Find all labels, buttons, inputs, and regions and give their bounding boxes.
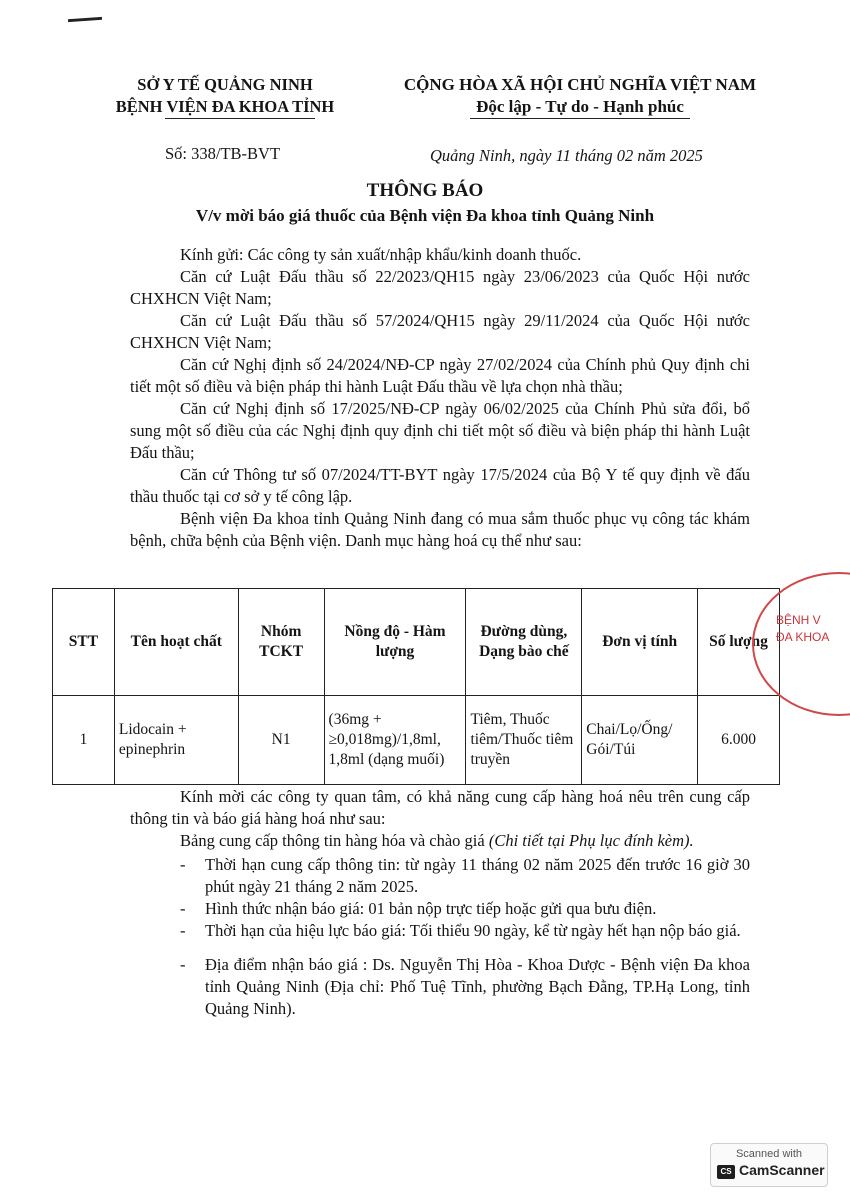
stamp-text [776, 612, 829, 646]
stamp-line: BỆNH V [776, 613, 821, 627]
table-cell: 1 [53, 696, 115, 785]
bullet-dash: - [180, 955, 186, 974]
list-item-text: Thời hạn của hiệu lực báo giá: Tối thiểu 90 ngày, kể từ ngày hết hạn nộp báo giá. [205, 921, 741, 940]
invitation-section [130, 786, 750, 1020]
national-header [380, 74, 780, 118]
legal-basis-5: Căn cứ Thông tư số 07/2024/TT-BYT ngày 17/5/2024 của Bộ Y tế quy định về đấu thầu thuốc tại cơ sở y tế công lập. [130, 465, 750, 506]
column-header: Đơn vị tính [582, 589, 698, 696]
bullet-dash: - [180, 899, 186, 918]
table-cell: Lidocain + epinephrin [114, 696, 238, 785]
pen-mark [68, 17, 102, 22]
stamp-line: ĐA KHOA [776, 630, 830, 644]
list-item [130, 898, 750, 920]
bullet-dash: - [180, 921, 186, 940]
table-cell: Chai/Lọ/Ống/ Gói/Túi [582, 696, 698, 785]
list-item-text: Hình thức nhận báo giá: 01 bản nộp trực tiếp hoặc gửi qua bưu điện. [205, 899, 657, 918]
table-cell: 6.000 [698, 696, 780, 785]
goods-table [52, 588, 780, 785]
column-header: Nồng độ - Hàm lượng [324, 589, 466, 696]
column-header: Nhóm TCKT [238, 589, 324, 696]
hospital-name: BỆNH VIỆN ĐA KHOA TỈNH [115, 97, 335, 116]
column-header: Tên hoạt chất [114, 589, 238, 696]
column-header: STT [53, 589, 115, 696]
legal-basis-2: Căn cứ Luật Đấu thầu số 57/2024/QH15 ngày 29/11/2024 của Quốc Hội nước CHXHCN Việt Nam; [130, 311, 750, 352]
quotation-paragraph [130, 830, 750, 852]
salutation: Kính gửi: Các công ty sản xuất/nhập khẩu/kinh doanh thuốc. [180, 245, 582, 264]
watermark-brand: CamScanner [739, 1162, 825, 1178]
national-motto: Độc lập - Tự do - Hạnh phúc [476, 97, 684, 116]
list-item [130, 954, 750, 1020]
table-header-row [53, 589, 780, 696]
list-item [130, 854, 750, 898]
document-number: Số: 338/TB-BVT [165, 144, 281, 163]
list-item-text: Địa điểm nhận báo giá : Ds. Nguyễn Thị Hòa - Khoa Dược - Bệnh viện Đa khoa tỉnh Quảng Ninh (Địa chỉ: Phố Tuệ Tĩnh, phường Bạch Đằng, TP.Hạ Long, tỉnh Quảng Ninh). [205, 955, 750, 1018]
table-cell: N1 [238, 696, 324, 785]
document-date: Quảng Ninh, ngày 11 tháng 02 năm 2025 [430, 146, 703, 165]
document-body [130, 244, 750, 552]
invitation-paragraph: Kính mời các công ty quan tâm, có khả năng cung cấp hàng hoá nêu trên cung cấp thông tin và báo giá hàng hoá như sau: [130, 787, 750, 828]
camscanner-watermark [710, 1143, 828, 1187]
intro-paragraph: Bệnh viện Đa khoa tỉnh Quảng Ninh đang có mua sắm thuốc phục vụ công tác khám bệnh, chữa bệnh của Bệnh viện. Danh mục hàng hoá cụ thể như sau: [130, 509, 750, 550]
legal-basis-4: Căn cứ Nghị định số 17/2025/NĐ-CP ngày 06/02/2025 của Chính Phủ sửa đổi, bổ sung một số điều của các Nghị định quy định chi tiết một số điều và biện pháp thi hành Luật Đấu thầu; [130, 399, 750, 462]
list-item [130, 920, 750, 942]
quotation-text: Bảng cung cấp thông tin hàng hóa và chào giá [180, 831, 489, 850]
table-cell: Tiêm, Thuốc tiêm/Thuốc tiêm truyền [466, 696, 582, 785]
legal-basis-3: Căn cứ Nghị định số 24/2024/NĐ-CP ngày 27/02/2024 của Chính phủ Quy định chi tiết một số điều và biện pháp thi hành Luật Đấu thầu về lựa chọn nhà thầu; [130, 355, 750, 396]
issuing-organization [100, 74, 350, 118]
watermark-caption: Scanned with [735, 1148, 803, 1160]
legal-basis-1: Căn cứ Luật Đấu thầu số 22/2023/QH15 ngày 23/06/2023 của Quốc Hội nước CHXHCN Việt Nam; [130, 267, 750, 308]
department-name: SỞ Y TẾ QUẢNG NINH [137, 75, 313, 94]
header-left-underline [165, 118, 315, 119]
appendix-reference: (Chi tiết tại Phụ lục đính kèm). [488, 831, 694, 850]
camscanner-logo-icon: CS [717, 1165, 735, 1179]
header-right-underline [470, 118, 690, 119]
document-title: THÔNG BÁO [366, 180, 484, 201]
column-header: Số lượng [698, 589, 780, 696]
table-row [53, 696, 780, 785]
list-item-text: Thời hạn cung cấp thông tin: từ ngày 11 tháng 02 năm 2025 đến trước 16 giờ 30 phút ngày 21 tháng 2 năm 2025. [205, 855, 750, 896]
terms-list [130, 854, 750, 1020]
column-header: Đường dùng, Dạng bào chế [466, 589, 582, 696]
country-name: CỘNG HÒA XÃ HỘI CHỦ NGHĨA VIỆT NAM [403, 75, 757, 94]
table-cell: (36mg + ≥0,018mg)/1,8ml, 1,8ml (dạng muối) [324, 696, 466, 785]
document-subtitle: V/v mời báo giá thuốc của Bệnh viện Đa khoa tỉnh Quảng Ninh [195, 206, 655, 225]
bullet-dash: - [180, 855, 186, 874]
